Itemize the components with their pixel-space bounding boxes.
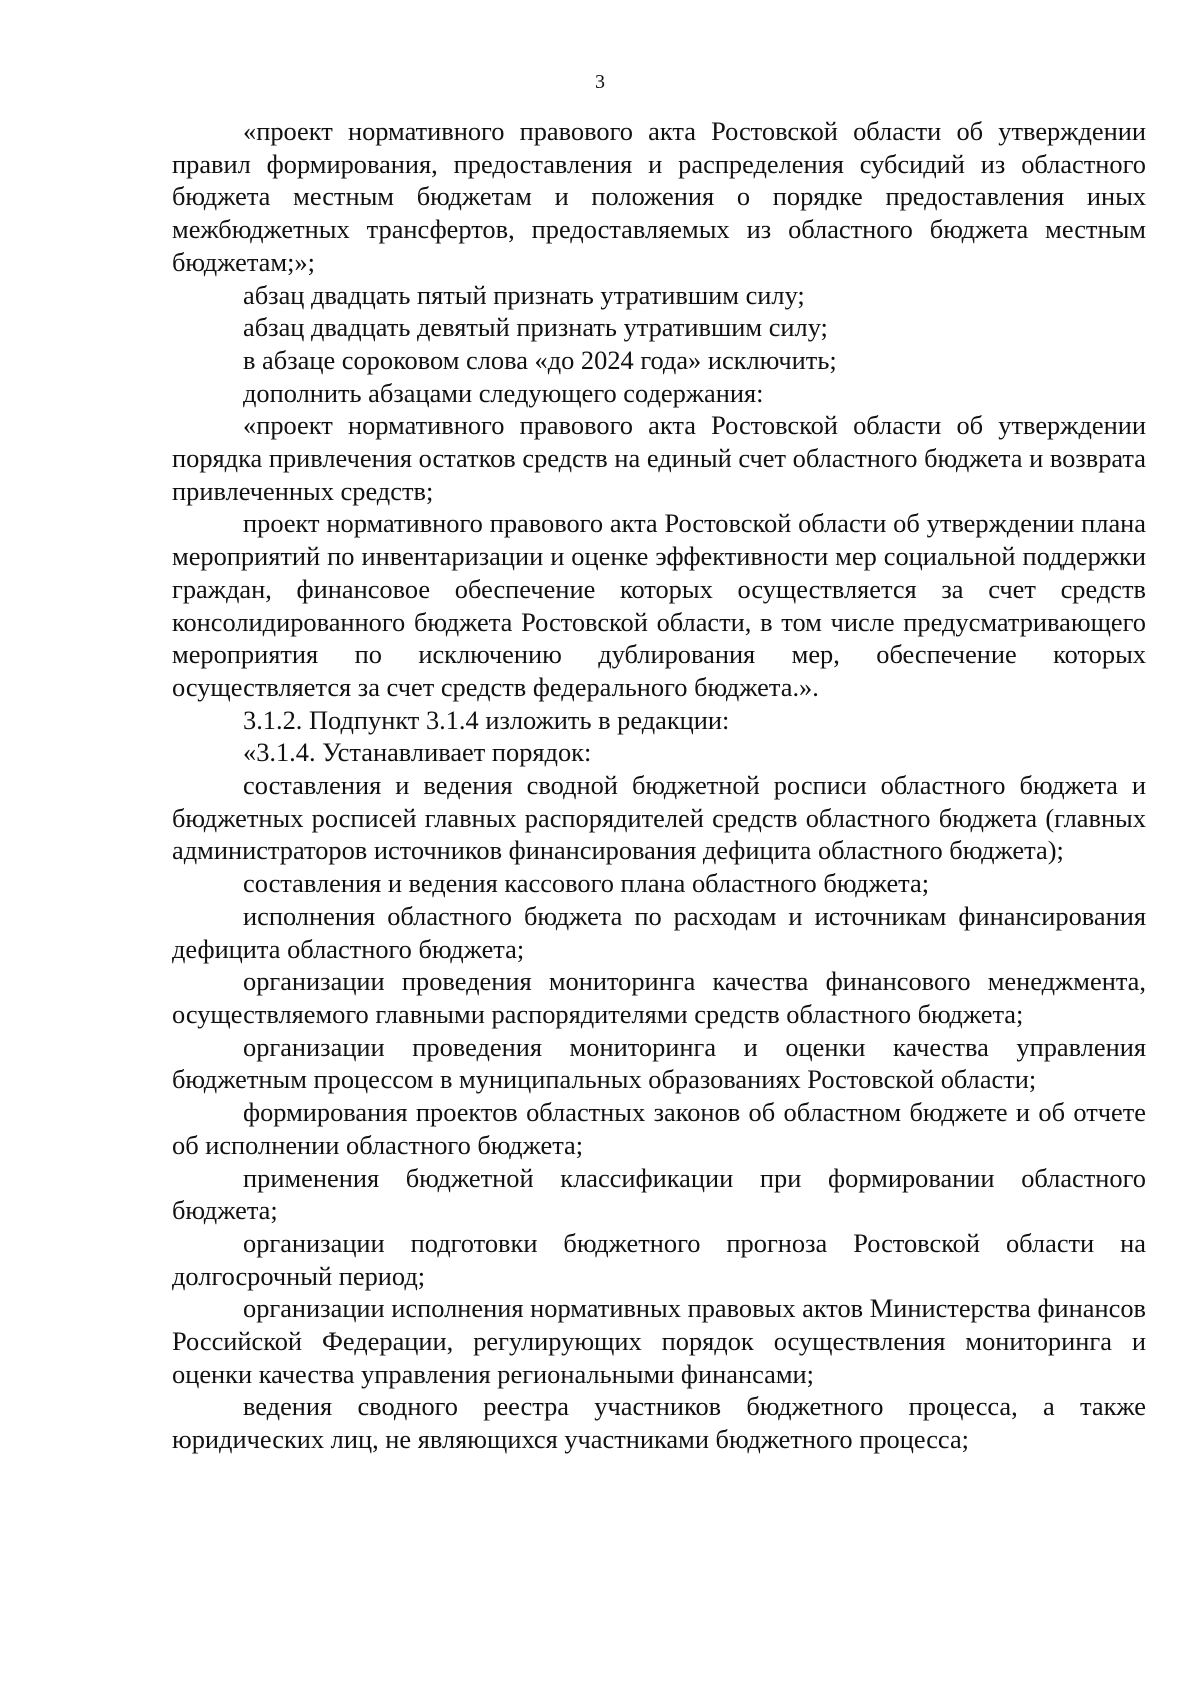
paragraph: проект нормативного правового акта Ростовской области об утверждении плана мероприятий по инвентаризации и оценке эффективности мер социальной поддержки граждан, финансовое обеспечение которых осуществляется за счет средств консолидированного бюджета Ростовской области, в том числе предусматривающего мероприятия по исключению дублирования мер, обеспечение которых осуществляется за счет средств федерального бюджета.».	[172, 508, 1146, 702]
paragraph: организации проведения мониторинга и оценки качества управления бюджетным процессом в муниципальных образованиях Ростовской области;	[172, 1031, 1146, 1095]
paragraph: «проект нормативного правового акта Ростовской области об утверждении правил формирования, предоставления и распределения субсидий из областного бюджета местным бюджетам и положения о порядке предоставления иных межбюджетных трансфертов, предоставляемых из областного бюджета местным бюджетам;»;	[172, 116, 1146, 277]
paragraph: дополнить абзацами следующего содержания:	[243, 377, 764, 408]
paragraph: исполнения областного бюджета по расходам и источникам финансирования дефицита областного бюджета;	[172, 900, 1146, 964]
paragraph: «проект нормативного правового акта Ростовской области об утверждении порядка привлечения остатков средств на единый счет областного бюджета и возврата привлеченных средств;	[172, 410, 1146, 506]
page-number: 3	[595, 71, 605, 93]
paragraph: составления и ведения кассового плана областного бюджета;	[243, 868, 930, 899]
paragraph: составления и ведения сводной бюджетной росписи областного бюджета и бюджетных росписей главных распорядителей средств областного бюджета (главных администраторов источников финансирования дефицита областного бюджета);	[172, 770, 1146, 866]
paragraph: в абзаце сороковом слова «до 2024 года» исключить;	[243, 344, 837, 375]
paragraph: абзац двадцать девятый признать утратившим силу;	[243, 312, 828, 343]
paragraph: абзац двадцать пятый признать утратившим силу;	[243, 279, 805, 310]
paragraph: применения бюджетной классификации при формировании областного бюджета;	[172, 1162, 1146, 1226]
paragraph: организации проведения мониторинга качества финансового менеджмента, осуществляемого главными распорядителями средств областного бюджета;	[172, 966, 1146, 1029]
paragraph: «3.1.4. Устанавливает порядок:	[243, 737, 592, 768]
paragraph: организации исполнения нормативных правовых актов Министерства финансов Российской Федерации, регулирующих порядок осуществления мониторинга и оценки качества управления региональными финансами;	[172, 1293, 1146, 1389]
document-body	[172, 115, 1146, 1456]
paragraph: формирования проектов областных законов об областном бюджете и об отчете об исполнении областного бюджета;	[172, 1097, 1146, 1160]
paragraph: организации подготовки бюджетного прогноза Ростовской области на долгосрочный период;	[172, 1227, 1146, 1291]
paragraph: ведения сводного реестра участников бюджетного процесса, а также юридических лиц, не являющихся участниками бюджетного процесса;	[172, 1391, 1146, 1455]
paragraph: 3.1.2. Подпункт 3.1.4 изложить в редакции:	[243, 704, 730, 735]
